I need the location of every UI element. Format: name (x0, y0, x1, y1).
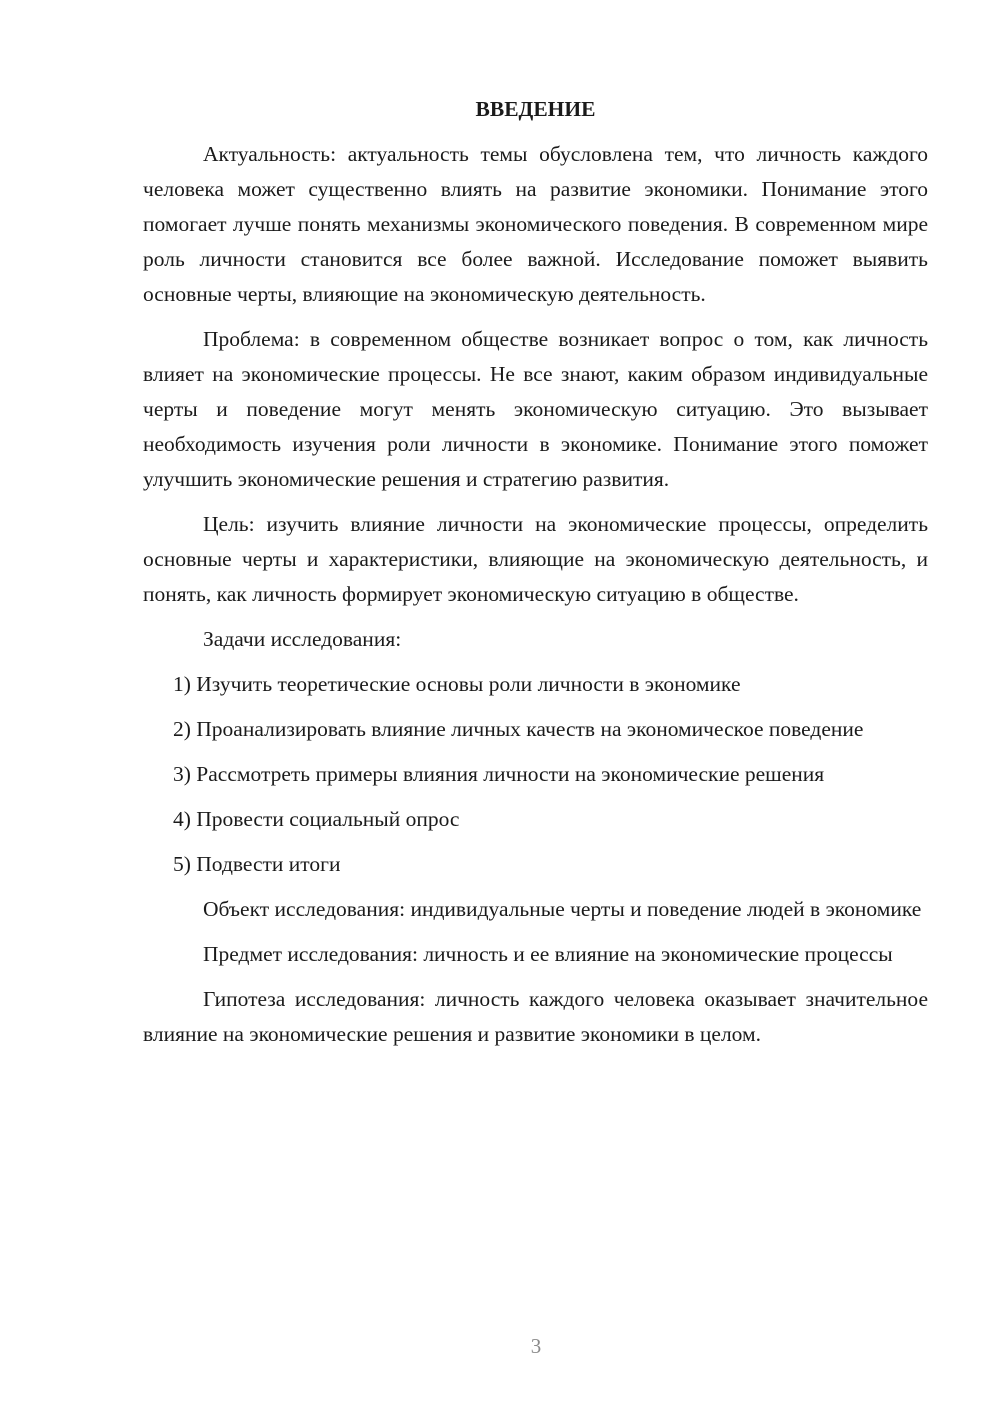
task-item: 1) Изучить теоретические основы роли личности в экономике (173, 672, 741, 696)
section-title: ВВЕДЕНИЕ (475, 97, 596, 121)
document-body (143, 92, 928, 1062)
object-paragraph: Объект исследования: индивидуальные черты и поведение людей в экономике (203, 897, 922, 921)
task-item: 3) Рассмотреть примеры влияния личности на экономические решения (173, 762, 825, 786)
task-item: 4) Провести социальный опрос (173, 807, 460, 831)
page-number: 3 (530, 1334, 542, 1358)
goal-paragraph: Цель: изучить влияние личности на экономические процессы, определить основные черты и характеристики, влияющие на экономическую деятельность, и понять, как личность формирует экономическую ситуацию в обществе. (143, 512, 928, 606)
hypothesis-paragraph: Гипотеза исследования: личность каждого человека оказывает значительное влияние на экономические решения и развитие экономики в целом. (143, 987, 928, 1046)
task-item: 5) Подвести итоги (173, 852, 341, 876)
task-item: 2) Проанализировать влияние личных качеств на экономическое поведение (173, 717, 864, 741)
relevance-paragraph: Актуальность: актуальность темы обусловлена тем, что личность каждого человека может существенно влиять на развитие экономики. Понимание этого помогает лучше понять механизмы экономического поведения. В современном мире роль личности становится все более важной. Исследование поможет выявить основные черты, влияющие на экономическую деятельность. (143, 142, 928, 306)
problem-paragraph: Проблема: в современном обществе возникает вопрос о том, как личность влияет на экономические процессы. Не все знают, каким образом индивидуальные черты и поведение могут менять экономическую ситуацию. Это вызывает необходимость изучения роли личности в экономике. Понимание этого поможет улучшить экономические решения и стратегию развития. (143, 327, 928, 491)
tasks-heading: Задачи исследования: (203, 627, 402, 651)
subject-paragraph: Предмет исследования: личность и ее влияние на экономические процессы (203, 942, 893, 966)
